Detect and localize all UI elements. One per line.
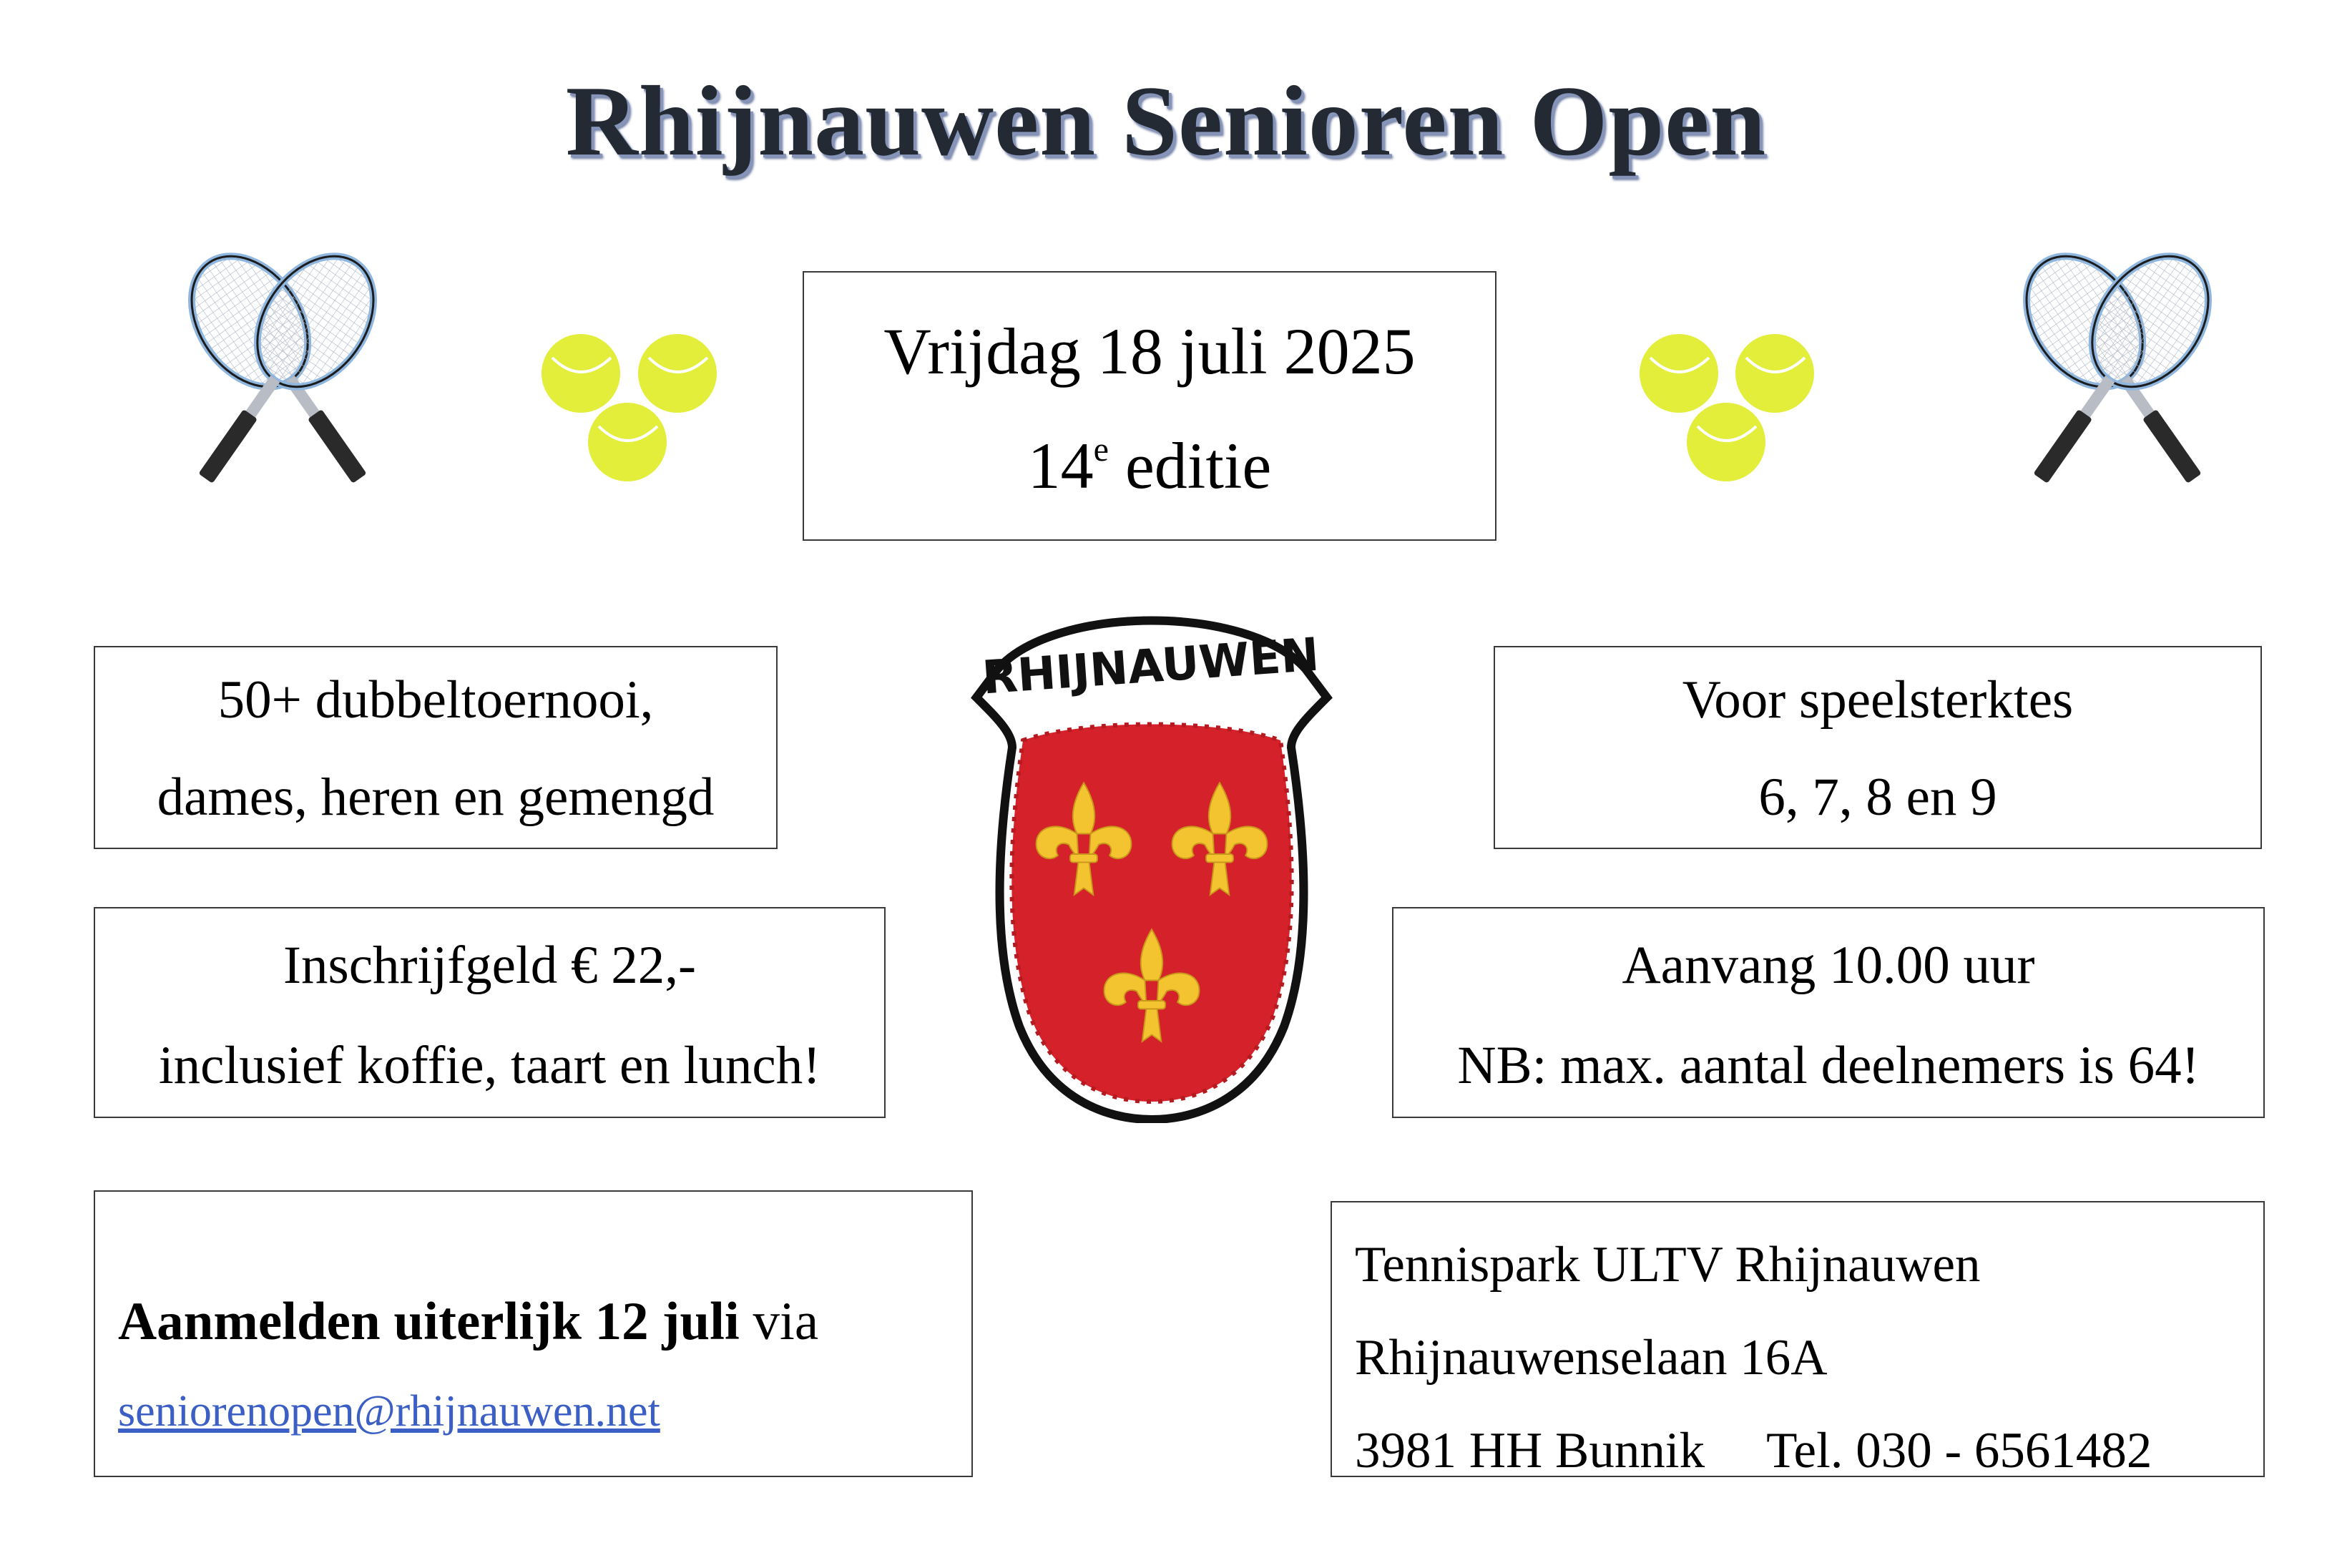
address-line-1: Tennispark ULTV Rhijnauwen [1355,1237,1981,1293]
event-date: Vrijdag 18 juli 2025 [883,315,1416,388]
edition-number: 14 [1027,429,1094,502]
crossed-rackets-icon [136,240,429,497]
poster-title: Rhijnauwen Senioren Open [565,66,1767,177]
level-line-2: 6, 7, 8 en 9 [1758,768,1997,827]
format-line-2: dames, heren en gemengd [157,768,715,827]
event-date-box [803,271,1496,541]
start-time-box [1392,907,2265,1118]
phone-number: Tel. 030 - 6561482 [1766,1423,2152,1479]
fee-line-2: inclusief koffie, taart en lunch! [158,1036,821,1095]
address-line-3 [1355,1404,2263,1497]
crest-text: RHIJNAUWEN [980,628,1321,705]
club-crest-logo [969,604,1334,1123]
signup-deadline-bold: Aanmelden uiterlijk 12 juli [118,1292,740,1351]
address-line-2: Rhijnauwenselaan 16A [1355,1330,1828,1386]
edition-superscript: e [1093,431,1109,469]
playing-level-box [1494,646,2262,849]
start-line-1: Aanvang 10.00 uur [1622,936,2035,995]
tennis-balls-icon [1635,329,1821,486]
address-box [1331,1201,2265,1477]
level-line-1: Voor speelsterktes [1682,670,2074,730]
fee-line-1: Inschrijfgeld € 22,- [283,936,696,995]
signup-box [94,1190,973,1477]
edition-word: editie [1125,429,1272,502]
format-box [94,646,778,849]
address-postcode-city: 3981 HH Bunnik [1355,1423,1705,1479]
format-line-1: 50+ dubbeltoernooi, [217,670,654,730]
edition [804,408,1495,523]
crossed-rackets-icon [1971,240,2264,497]
start-line-2: NB: max. aantal deelnemers is 64! [1457,1036,2200,1095]
signup-email-link[interactable]: seniorenopen@rhijnauwen.net [118,1387,660,1436]
signup-deadline [118,1272,971,1372]
entry-fee-box [94,907,886,1118]
signup-via: via [753,1292,819,1351]
tennis-balls-icon [538,329,724,486]
